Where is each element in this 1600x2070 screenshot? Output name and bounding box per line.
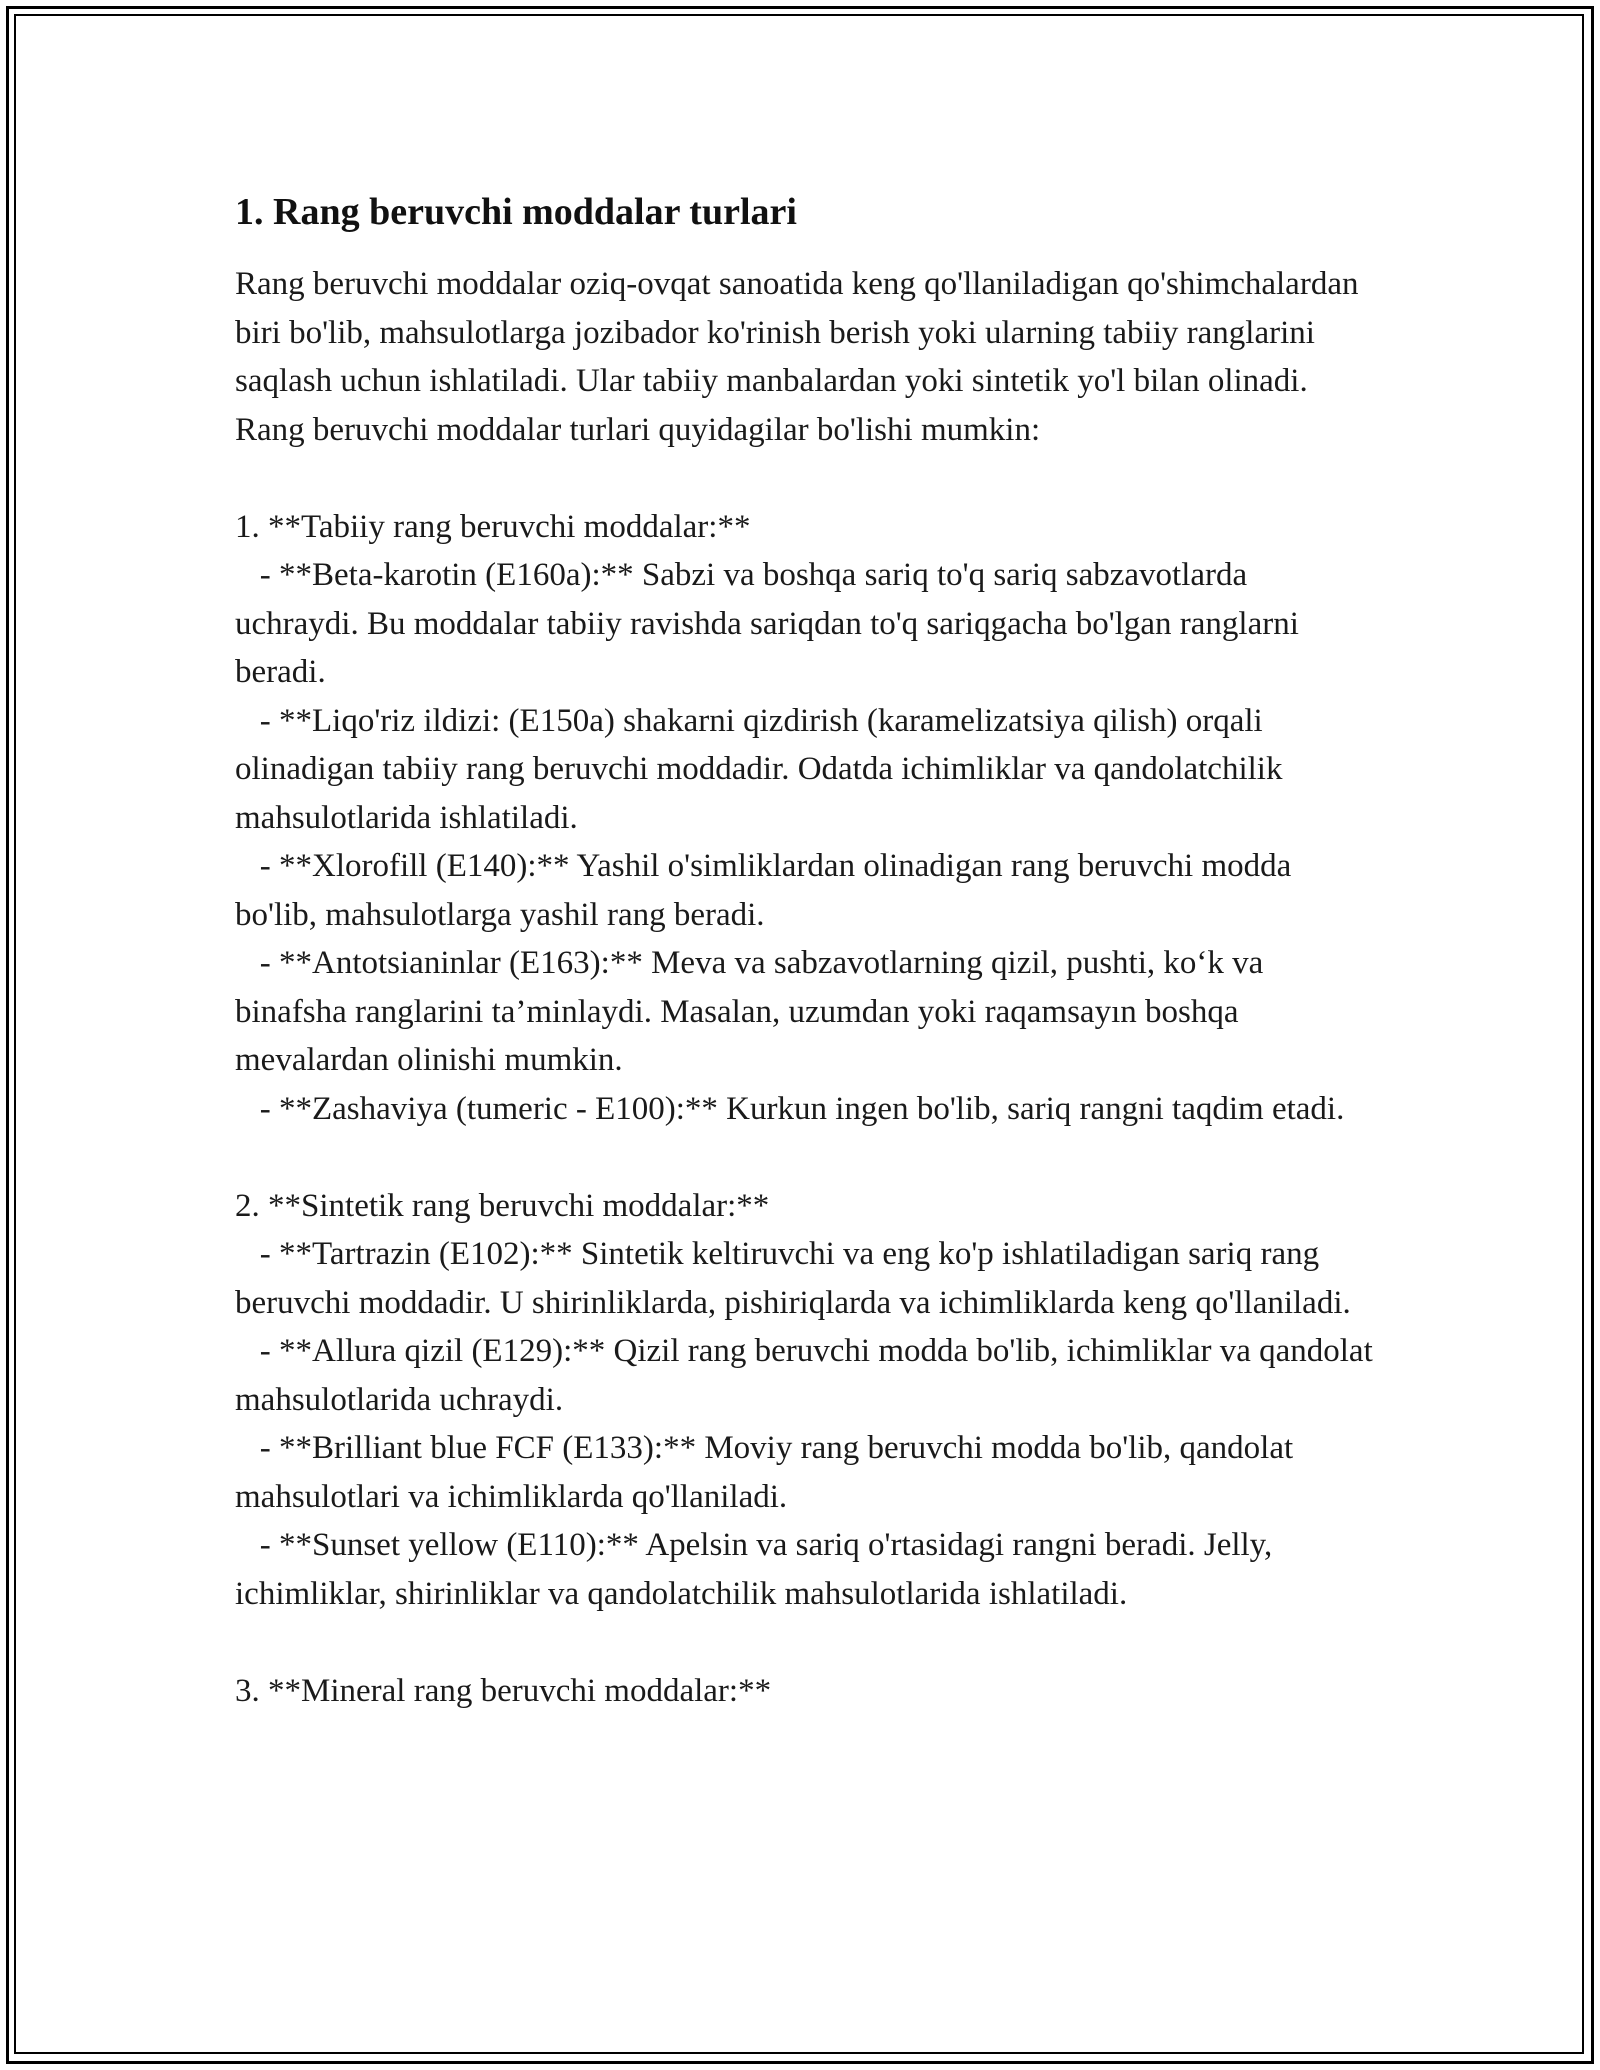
spacer	[235, 1618, 1375, 1667]
list-item: - **Sunset yellow (E110):** Apelsin va sariq o'rtasidagi rangni beradi. Jelly, ichimliklar, shirinliklar va qandolatchilik mahsulotlarida ishlatiladi.	[235, 1527, 1281, 1612]
section-title: 2. **Sintetik rang beruvchi moddalar:**	[235, 1187, 770, 1224]
section-heading: 1. Rang beruvchi moddalar turlari	[235, 191, 797, 233]
document-body	[235, 186, 1381, 1715]
section-synthetic	[235, 1182, 1381, 1619]
list-item: - **Zashaviya (tumeric - E100):** Kurkun ingen bo'lib, sariq rangni taqdim etadi.	[235, 1090, 1345, 1127]
section-title: 1. **Tabiiy rang beruvchi moddalar:**	[235, 508, 751, 545]
list-item: - **Xlorofill (E140):** Yashil o'simliklardan olinadigan rang beruvchi modda bo'lib, mahsulotlarga yashil rang beradi.	[235, 848, 1300, 933]
section-natural	[235, 503, 1375, 1134]
spacer	[235, 1133, 1375, 1182]
list-item: - **Allura qizil (E129):** Qizil rang beruvchi modda bo'lib, ichimliklar va qandolat mahsulotlarida uchraydi.	[235, 1333, 1381, 1418]
list-item: - **Liqo'riz ildizi: (E150a) shakarni qizdirish (karamelizatsiya qilish) orqali olinadigan tabiiy rang beruvchi moddadir. Odatda ichimliklar va qandolatchilik mahsulotlarida ishlatiladi.	[235, 702, 1291, 836]
list-item: - **Antotsianinlar (E163):** Meva va sabzavotlarning qizil, pushti, ko‘k va binafsha ranglarini ta’minlaydi. Masalan, uzumdan yoki raqamsayın boshqa mevalardan olinishi mumkin.	[235, 945, 1272, 1078]
intro-paragraph: Rang beruvchi moddalar oziq-ovqat sanoatida keng qo'llaniladigan qo'shimchalardan biri bo'lib, mahsulotlarga jozibador ko'rinish berish yoki ularning tabiiy ranglarini saqlash uchun ishlatiladi. Ular tabiiy manbalardan yoki sintetik yo'l bilan olinadi. Rang beruvchi moddalar turlari quyidagilar bo'lishi mumkin:	[235, 266, 1367, 448]
section-mineral	[235, 1667, 1375, 1716]
list-item: - **Tartrazin (E102):** Sintetik keltiruvchi va eng ko'p ishlatiladigan sariq rang beruvchi moddadir. U shirinliklarda, pishiriqlarda va ichimliklarda keng qo'llaniladi.	[235, 1236, 1351, 1321]
spacer	[235, 454, 1375, 503]
section-title: 3. **Mineral rang beruvchi moddalar:**	[235, 1672, 772, 1709]
list-item: - **Beta-karotin (E160a):** Sabzi va boshqa sariq to'q sariq sabzavotlarda uchraydi. Bu moddalar tabiiy ravishda sariqdan to'q sariqgacha bo'lgan ranglarni beradi.	[235, 557, 1308, 690]
list-item: - **Brilliant blue FCF (E133):** Moviy rang beruvchi modda bo'lib, qandolat mahsulotlari va ichimliklarda qo'llaniladi.	[235, 1430, 1302, 1515]
